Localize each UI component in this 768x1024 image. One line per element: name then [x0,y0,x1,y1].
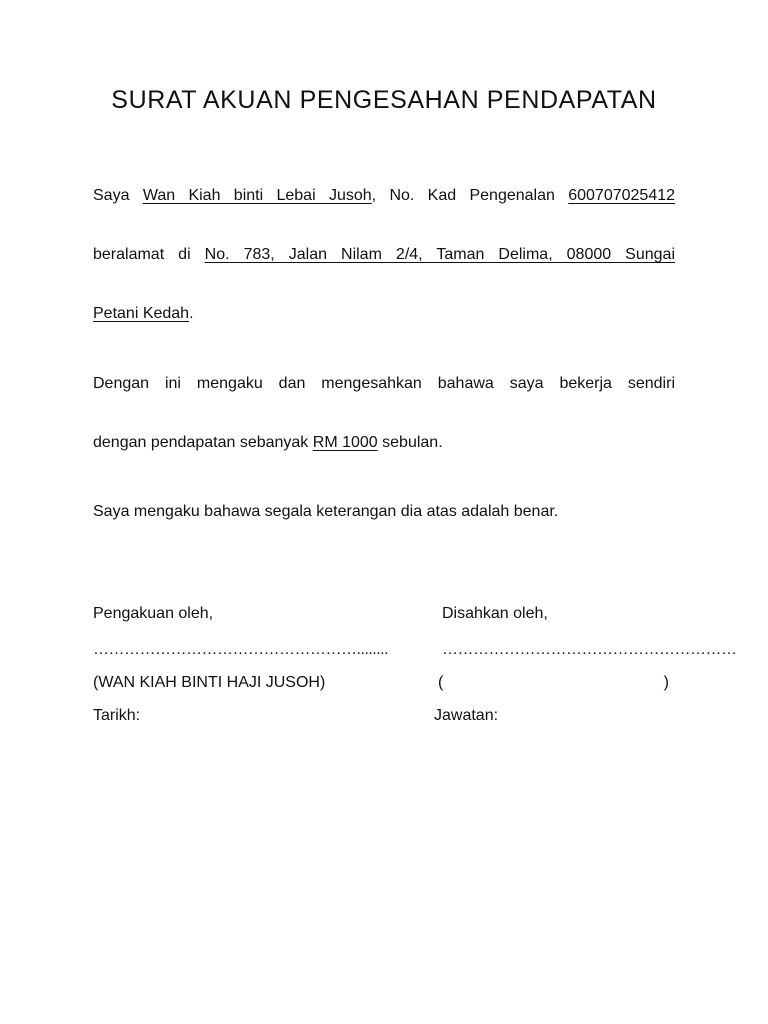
income-prefix: dengan pendapatan sebanyak [93,434,309,451]
verifier-name-brackets [438,673,669,693]
declarant-name: (WAN KIAH BINTI HAJI JUSOH) [93,674,326,691]
identity-prefix: Saya [93,187,130,204]
address-end: . [189,305,194,322]
applicant-name: Wan Kiah binti Lebai Jusoh [142,187,372,204]
position-label: Jawatan: [434,707,499,724]
open-bracket: ( [438,674,444,691]
close-bracket: ) [663,674,669,691]
verified-by-label: Disahkan oleh, [442,605,548,622]
address-line-2 [93,304,675,324]
document-title: SURAT AKUAN PENGESAHAN PENDAPATAN [111,86,657,114]
address-prefix: beralamat di [93,246,191,263]
ic-number: 600707025412 [568,187,676,204]
address-text-1: No. 783, Jalan Nilam 2/4, Taman Delima, 08000 Sungai [204,246,675,263]
declarant-signature-line: ……………………………………………........ [93,641,389,658]
identity-line [93,186,675,206]
date-label: Tarikh: [93,707,141,724]
ic-label: , No. Kad Pengenalan [371,187,555,204]
declaration-line-2 [93,433,675,453]
verifier-signature-line: ………………………………………………… [442,641,737,658]
confirmation-statement: Saya mengaku bahawa segala keterangan dia atas adalah benar. [93,503,559,520]
declared-by-label: Pengakuan oleh, [93,605,214,622]
address-text-2: Petani Kedah [93,305,190,322]
income-suffix: sebulan. [382,434,443,451]
income-amount: RM 1000 [312,434,378,451]
address-line-1 [93,245,675,265]
declaration-line-1: Dengan ini mengaku dan mengesahkan bahawa saya bekerja sendiri [93,375,675,392]
